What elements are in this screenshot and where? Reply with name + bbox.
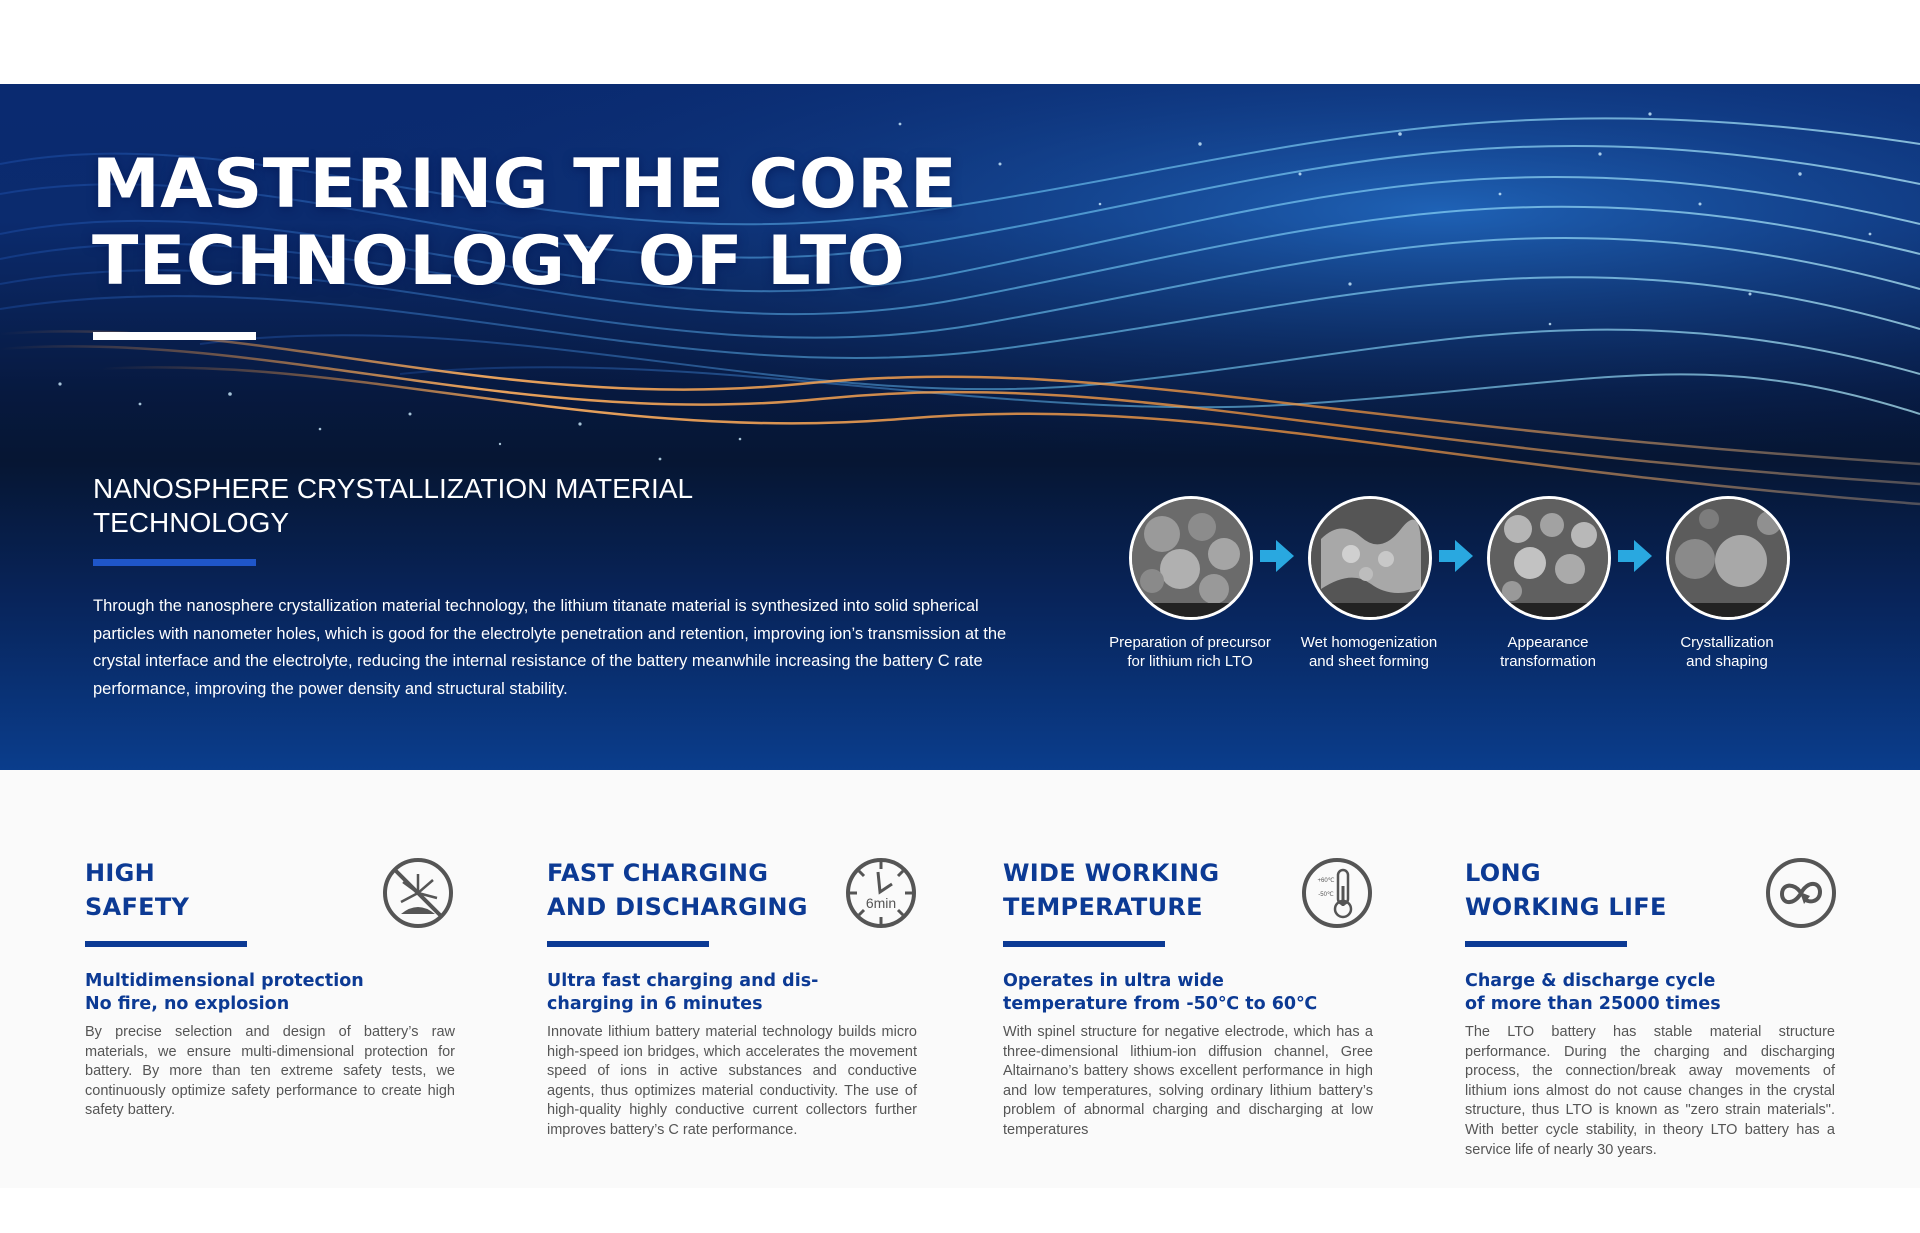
feature-subtitle bbox=[1465, 970, 1835, 1016]
process-steps bbox=[1100, 496, 1800, 676]
hero-title-underline bbox=[93, 332, 256, 340]
step-label-line: Wet homogenization bbox=[1300, 634, 1438, 651]
step-label-line: Preparation of precursor bbox=[1109, 634, 1271, 651]
feature-subtitle-line: Charge & discharge cycle bbox=[1465, 971, 1716, 991]
step-label-line: and shaping bbox=[1686, 653, 1768, 670]
feature-title-line: TEMPERATURE bbox=[1003, 893, 1203, 921]
feature-card-high-safety bbox=[85, 856, 465, 1176]
feature-card-fast-charging bbox=[547, 856, 927, 1176]
section-title-line: TECHNOLOGY bbox=[93, 507, 290, 538]
feature-description: By precise selection and design of battery’s raw materials, we ensure multi-dimensional protection for battery. By more than ten extreme safety tests, we continuously optimize safety performance to create high safety battery. bbox=[85, 1024, 455, 1119]
feature-subtitle-line: Multidimensional protection bbox=[85, 971, 364, 991]
section-title-line: NANOSPHERE CRYSTALLIZATION MATERIAL bbox=[93, 473, 694, 504]
microscope-image bbox=[1129, 496, 1253, 620]
step-label-line: transformation bbox=[1500, 653, 1596, 670]
temperature-max-label: +60℃ bbox=[1317, 878, 1335, 884]
feature-title-line: WORKING LIFE bbox=[1465, 893, 1667, 921]
arrow-right-icon bbox=[1618, 540, 1652, 572]
microscope-image bbox=[1487, 496, 1611, 620]
cycle-icon bbox=[1764, 856, 1838, 930]
arrow-right-icon bbox=[1439, 540, 1473, 572]
microscope-image bbox=[1666, 496, 1790, 620]
temperature-min-label: -50℃ bbox=[1318, 892, 1334, 898]
arrow-right-icon bbox=[1260, 540, 1294, 572]
feature-subtitle-line: charging in 6 minutes bbox=[547, 994, 763, 1014]
thermometer-icon bbox=[1300, 856, 1374, 930]
feature-title-line: WIDE WORKING bbox=[1003, 859, 1220, 887]
feature-title bbox=[85, 856, 385, 924]
feature-title-line: AND DISCHARGING bbox=[547, 893, 808, 921]
feature-description: With spinel structure for negative electrode, which has a three-dimensional lithium-ion diffusion channel, Gree Altairnano’s battery shows excellent performance in high and low temperatures, solving ordinary lithium battery’s problem of abnormal charging and discharging at low temperatures bbox=[1003, 1024, 1373, 1138]
process-step-label bbox=[1279, 633, 1459, 671]
features-section bbox=[0, 770, 1920, 1188]
feature-card-long-life bbox=[1465, 856, 1845, 1176]
process-step-label bbox=[1458, 633, 1638, 671]
timer-label: 6min bbox=[865, 895, 897, 911]
feature-subtitle bbox=[547, 970, 917, 1016]
feature-title bbox=[1465, 856, 1765, 924]
feature-title bbox=[547, 856, 847, 924]
feature-title-line: LONG bbox=[1465, 859, 1541, 887]
section-title-underline bbox=[93, 559, 256, 566]
feature-title-line: HIGH bbox=[85, 859, 156, 887]
feature-title-underline bbox=[85, 941, 247, 947]
feature-title-underline bbox=[1003, 941, 1165, 947]
step-label-line: Crystallization bbox=[1680, 634, 1774, 651]
feature-subtitle-line: temperature from -50℃ to 60℃ bbox=[1003, 994, 1318, 1014]
feature-title-underline bbox=[1465, 941, 1627, 947]
timer-icon bbox=[844, 856, 918, 930]
feature-title-underline bbox=[547, 941, 709, 947]
feature-subtitle bbox=[85, 970, 455, 1016]
feature-description: The LTO battery has stable material structure performance. During the charging and discharging process, the connection/break away movements of lithium ions almost do not cause changes in the crystal structure, thus LTO is known as "zero strain materials". With better cycle stability, in theory LTO battery has a service life of nearly 30 years. bbox=[1465, 1024, 1835, 1158]
feature-subtitle bbox=[1003, 970, 1373, 1016]
hero-title-line: MASTERING THE CORE bbox=[92, 145, 958, 224]
feature-title-line: SAFETY bbox=[85, 893, 190, 921]
process-step-label bbox=[1100, 633, 1280, 671]
feature-card-wide-temperature bbox=[1003, 856, 1383, 1176]
hero-title-line: TECHNOLOGY OF LTO bbox=[92, 222, 906, 301]
feature-subtitle-line: of more than 25000 times bbox=[1465, 994, 1721, 1014]
section-description: Through the nanosphere crystallization material technology, the lithium titanate material is synthesized into solid spherical particles with nanometer holes, which is good for the electrolyte penetration and retention, improving ion’s transmission at the crystal interface and the electrolyte, reducing the internal resistance of the battery meanwhile increasing the battery C rate performance, improving the power density and structural stability. bbox=[93, 597, 1007, 698]
feature-description: Innovate lithium battery material technology builds micro high-speed ion bridges, which accelerates the movement speed of ions in active substances and conductive agents, thus optimizes material conductivity. The use of high-quality highly conductive current collectors further improves battery’s C rate performance. bbox=[547, 1024, 917, 1138]
feature-title bbox=[1003, 856, 1303, 924]
hero-banner bbox=[0, 84, 1920, 770]
step-label-line: and sheet forming bbox=[1308, 653, 1430, 670]
microscope-image bbox=[1308, 496, 1432, 620]
feature-subtitle-line: Operates in ultra wide bbox=[1003, 971, 1224, 991]
explosion-prohibited-icon bbox=[381, 856, 455, 930]
feature-title-line: FAST CHARGING bbox=[547, 859, 769, 887]
step-label-line: for lithium rich LTO bbox=[1127, 653, 1253, 670]
section-title bbox=[93, 472, 793, 540]
process-step-label bbox=[1637, 633, 1817, 671]
feature-subtitle-line: No fire, no explosion bbox=[85, 994, 290, 1014]
feature-subtitle-line: Ultra fast charging and dis- bbox=[547, 971, 819, 991]
hero-title bbox=[92, 146, 1092, 300]
step-label-line: Appearance bbox=[1507, 634, 1589, 651]
